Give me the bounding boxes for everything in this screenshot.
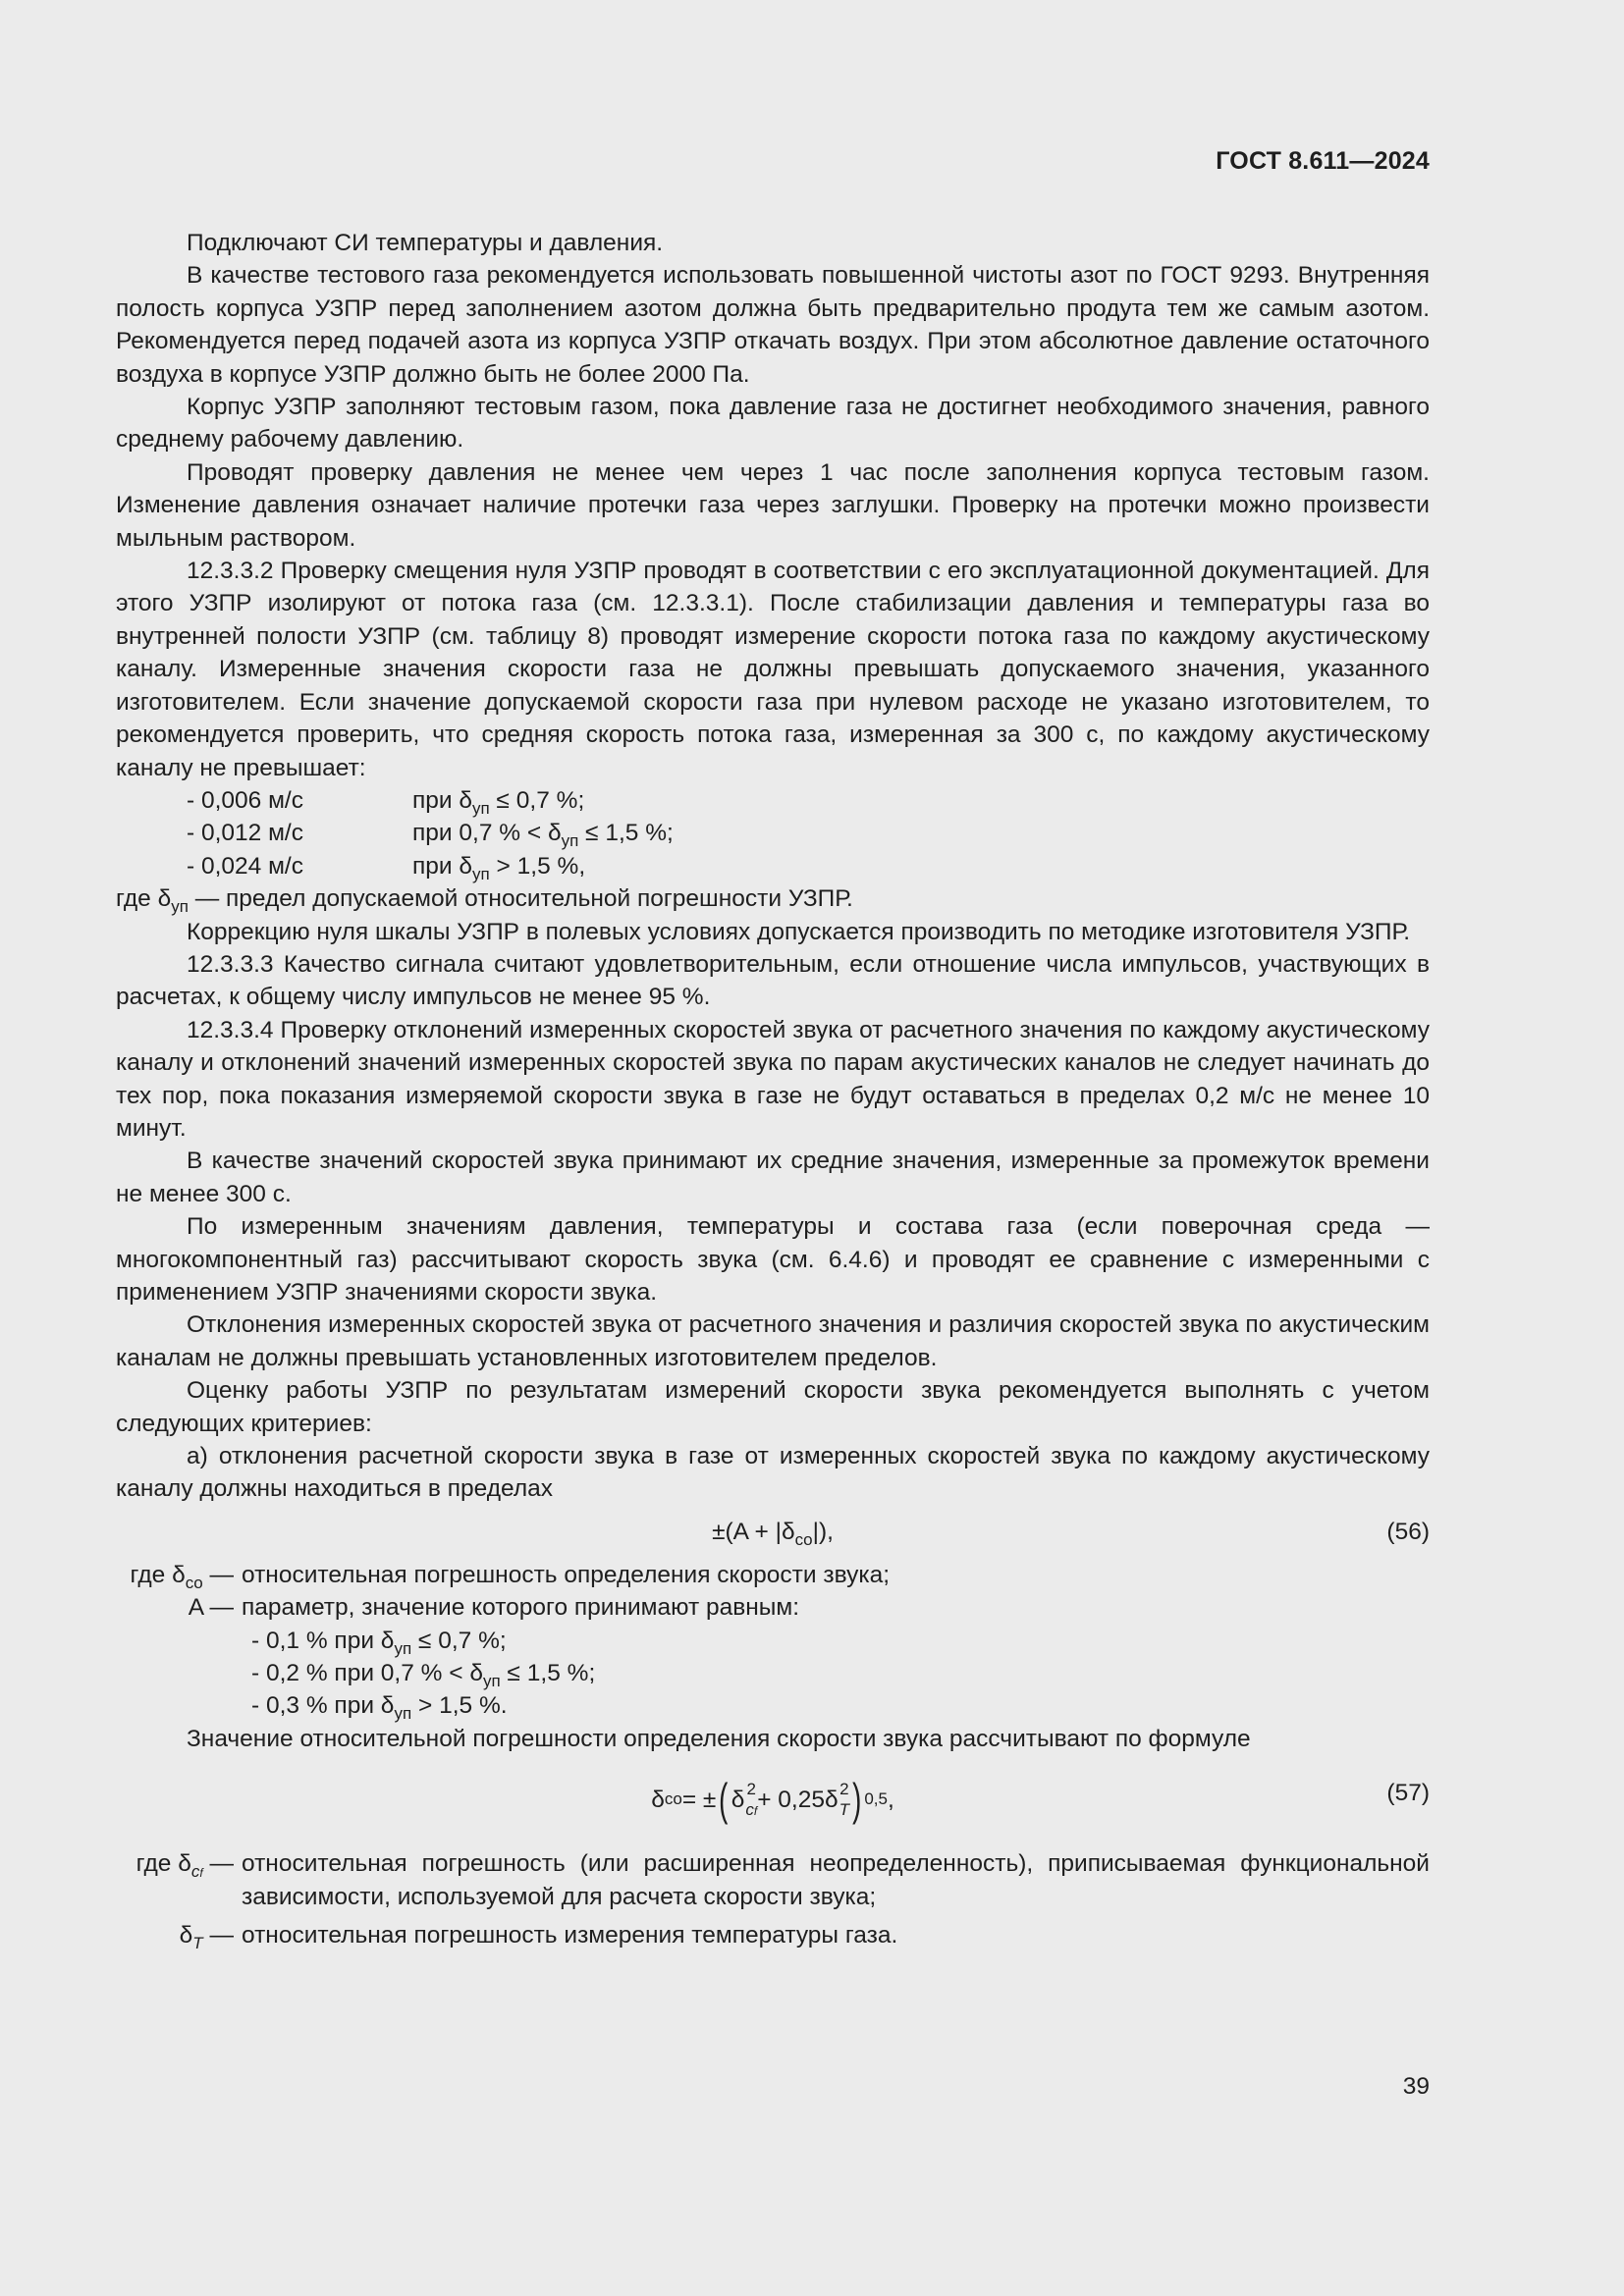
paragraph: Корпус УЗПР заполняют тестовым газом, пока давление газа не достигнет необходимого значения, равного среднему рабочему давлению. xyxy=(116,394,1430,454)
document-header: ГОСТ 8.611—2024 xyxy=(1216,147,1430,175)
paragraph: Оценку работы УЗПР по результатам измерений скорости звука рекомендуется выполнять с учетом следующих критериев: xyxy=(116,1377,1430,1437)
definition-item: A — параметр, значение которого принимают равным: xyxy=(188,1594,800,1622)
zero-offset-list xyxy=(116,784,1430,882)
paragraph: 12.3.3.3 Качество сигнала считают удовлетворительным, если отношение числа импульсов, участвующих в расчетах, к общему числу импульсов не менее 95 %. xyxy=(116,950,1430,1011)
definition-item: где $\delta_{co}$ — относительная погрешность определения скорости звука; xyxy=(130,1561,891,1592)
paragraph: Проводят проверку давления не менее чем через 1 час после заполнения корпуса тестовым газом. Изменение давления означает наличие протечки газа через заглушки. Проверку на протечки можно произвести мыльным раствором. xyxy=(116,458,1430,552)
left-paren-icon: ( xyxy=(719,1774,729,1826)
definitions-57 xyxy=(116,1847,1430,1951)
page-number: 39 xyxy=(1402,2073,1430,2100)
paragraph: 12.3.3.4 Проверку отклонений измеренных скоростей звука от расчетного значения по каждому акустическому каналу и отклонений значений измеренных скоростей звука по парам акустических каналов не следует начинать до тех пор, пока показания измеряемой скорости звука в газе не будут оставаться в пределах 0,2 м/с не менее 10 минут. xyxy=(116,1016,1430,1142)
paragraph: 12.3.3.2 Проверку смещения нуля УЗПР проводят в соответствии с его эксплуатационной документацией. Для этого УЗПР изолируют от потока газа (см. 12.3.3.1). После стабилизации давления и температуры газа во внутренней полости УЗПР (см. таблицу 8) проводят измерение скорости потока газа по каждому акустическому каналу. Измеренные значения скорости газа не должны превышать допускаемого значения, указанного изготовителем. Если значение допускаемой скорости газа при нулевом расходе не указано изготовителем, то рекомендуется проверить, что средняя скорость потока газа, измеренная за 300 с, по каждому акустическому каналу не превышает: xyxy=(116,558,1430,781)
equation-number: (56) xyxy=(1386,1518,1430,1545)
equation-body: δ co = ± ( δ 2 cf + 0,25δ 2 T ) 0,5 , xyxy=(651,1774,894,1826)
definitions-56 xyxy=(116,1559,1430,1723)
document-body xyxy=(116,227,1430,1952)
equation-body: $\pm(A + |\delta_{co}|)$, xyxy=(712,1518,834,1549)
definition-item: $\delta_T$ — относительная погрешность измерения температуры газа. xyxy=(179,1922,898,1953)
paragraph: Значение относительной погрешности определения скорости звука рассчитывают по формуле xyxy=(187,1725,1251,1752)
paragraph: а) отклонения расчетной скорости звука в газе от измеренных скоростей звука по каждому акустическому каналу должны находиться в пределах xyxy=(116,1443,1430,1503)
paragraph: В качестве тестового газа рекомендуется использовать повышенной чистоты азот по ГОСТ 9293. Внутренняя полость корпуса УЗПР перед заполнением азотом должна быть предварительно продута тем же самым азотом. Рекомендуется перед подачей азота из корпуса УЗПР откачать воздух. При этом абсолютное давление остаточного воздуха в корпусе УЗПР должно быть не более 2000 Па. xyxy=(116,262,1430,388)
paragraph: По измеренным значениям давления, температуры и состава газа (если поверочная среда — многокомпонентный газ) рассчитывают скорость звука (см. 6.4.6) и проводят ее сравнение с измеренными с применением УЗПР значениями скорости звука. xyxy=(116,1213,1430,1306)
right-paren-icon: ) xyxy=(852,1774,862,1826)
list-item: - 0,012 м/с при 0,7 % < $\delta_{уп} \le 1,5$ %; xyxy=(187,820,674,851)
list-item: - 0,2 % при 0,7 % < $\delta_{уп} \le 1,5$ %; xyxy=(251,1660,596,1691)
list-item: - 0,024 м/с при $\delta_{уп} > 1,5$ %, xyxy=(187,852,586,883)
a-value-list xyxy=(116,1625,1430,1723)
paragraph: В качестве значений скоростей звука принимают их средние значения, измеренные за промежуток времени не менее 300 с. xyxy=(116,1148,1430,1207)
paragraph: Коррекцию нуля шкалы УЗПР в полевых условиях допускается производить по методике изготовителя УЗПР. xyxy=(187,918,1411,945)
list-item: - 0,1 % при $\delta_{уп} \le 0,7$ %; xyxy=(251,1627,507,1658)
equation-56 xyxy=(116,1506,1430,1559)
equation-57 xyxy=(116,1755,1430,1838)
list-item: - 0,006 м/с при $\delta_{уп} \le 0,7$ %; xyxy=(187,786,585,818)
paragraph: Подключают СИ температуры и давления. xyxy=(187,230,664,256)
paragraph-where: где $\delta_{уп}$ — предел допускаемой относительной погрешности УЗПР. xyxy=(116,885,853,917)
definition-item: где $\delta_{cf}$ — относительная погрешность (или расширенная неопределенность), приписываемая функциональной зависимости, используемой для расчета скорости звука; xyxy=(135,1850,1430,1910)
equation-number: (57) xyxy=(1386,1780,1430,1807)
list-item: - 0,3 % при $\delta_{уп} > 1,5$ %. xyxy=(251,1692,508,1724)
paragraph: Отклонения измеренных скоростей звука от расчетного значения и различия скоростей звука по акустическим каналам не должны превышать установленных изготовителем пределов. xyxy=(116,1311,1430,1371)
